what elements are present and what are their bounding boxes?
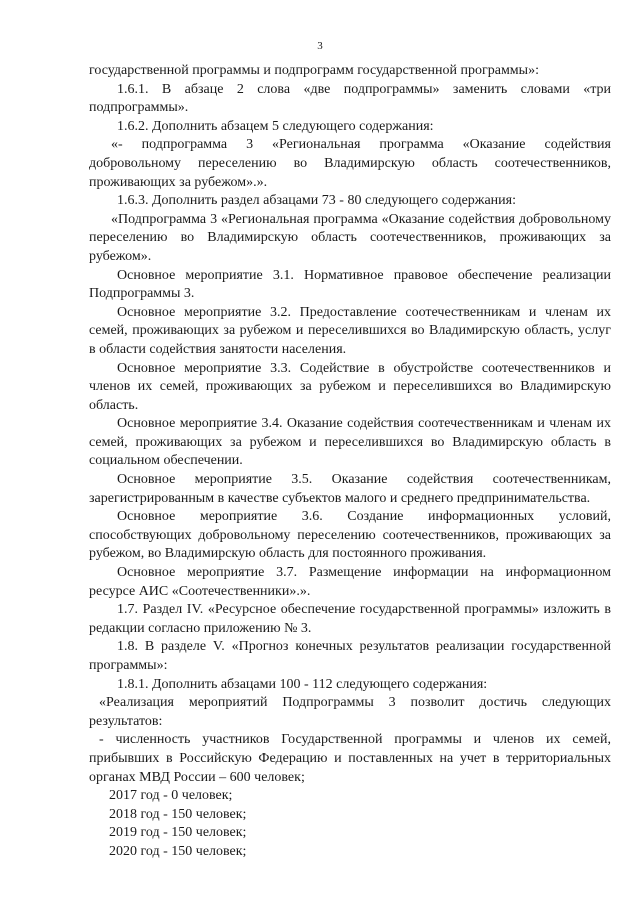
paragraph: Основное мероприятие 3.3. Содействие в обустройстве соотечественников и членов их семей, проживающих за рубежом и переселившихся во Владимирскую область.	[89, 360, 611, 413]
paragraph: 1.6.1. В абзаце 2 слова «две подпрограммы» заменить словами «три подпрограммы».	[89, 81, 611, 116]
page-number: 3	[317, 40, 323, 52]
paragraph: «Реализация мероприятий Подпрограммы 3 позволит достичь следующих результатов:	[89, 695, 611, 729]
year-item: 2019 год - 150 человек;	[109, 825, 247, 841]
paragraph: Основное мероприятие 3.4. Оказание содействия соотечественникам и членам их семей, проживающих за рубежом и переселившихся во Владимирскую область в социальном обеспечении.	[89, 416, 611, 469]
year-item: 2020 год - 150 человек;	[109, 843, 247, 859]
paragraph: государственной программы и подпрограмм государственной программы»:	[89, 63, 539, 78]
paragraph: 1.6.2. Дополнить абзацем 5 следующего содержания:	[117, 118, 434, 134]
document-body	[89, 62, 611, 862]
paragraph: Основное мероприятие 3.2. Предоставление соотечественникам и членам их семей, проживающих за рубежом и переселившихся во Владимирскую область, услуг в области содействия занятости населения.	[89, 304, 611, 357]
paragraph: 1.6.3. Дополнить раздел абзацами 73 - 80 следующего содержания:	[117, 193, 516, 209]
paragraph: Основное мероприятие 3.7. Размещение информации на информационном ресурсе АИС «Соотечественники».».	[89, 565, 611, 599]
paragraph: 1.8.1. Дополнить абзацами 100 - 112 следующего содержания:	[117, 676, 488, 692]
paragraph: - численность участников Государственной программы и членов их семей, прибывших в Российскую Федерацию и поставленных на учет в территориальных органах МВД России – 600 человек;	[89, 732, 611, 785]
year-item: 2018 год - 150 человек;	[109, 806, 247, 822]
paragraph: Основное мероприятие 3.1. Нормативное правовое обеспечение реализации Подпрограммы 3.	[89, 267, 611, 302]
paragraph: «Подпрограмма 3 «Региональная программа «Оказание содействия добровольному переселению во Владимирскую область соотечественников, проживающих за рубежом».	[89, 211, 611, 264]
paragraph: Основное мероприятие 3.5. Оказание содействия соотечественникам, зарегистрированным в качестве субъектов малого и среднего предпринимательства.	[89, 472, 611, 506]
year-item: 2017 год - 0 человек;	[109, 788, 233, 804]
paragraph: 1.8. В разделе V. «Прогноз конечных результатов реализации государственной программы»:	[89, 639, 611, 673]
paragraph: «- подпрограмма 3 «Региональная программа «Оказание содействия добровольному переселению во Владимирскую область соотечественников, проживающих за рубежом».».	[89, 137, 611, 190]
paragraph: 1.7. Раздел IV. «Ресурсное обеспечение государственной программы» изложить в редакции согласно приложению № 3.	[89, 602, 611, 636]
paragraph: Основное мероприятие 3.6. Создание информационных условий, способствующих добровольному переселению соотечественников, проживающих за рубежом, во Владимирскую область для постоянного проживания.	[89, 509, 611, 562]
